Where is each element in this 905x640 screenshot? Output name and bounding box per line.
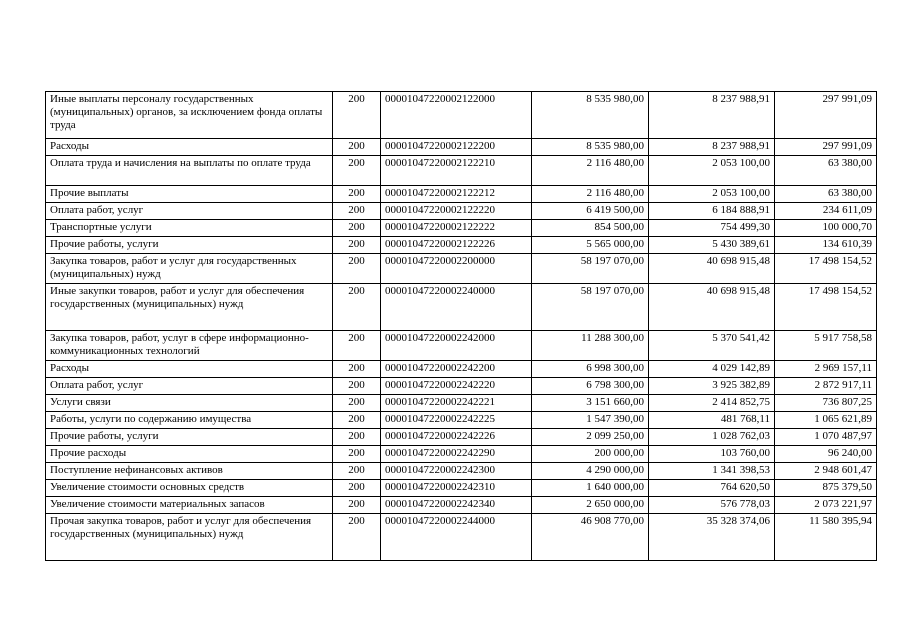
row-name: Прочие работы, услуги [46, 429, 333, 446]
row-kbk: 00001047220002242225 [381, 412, 532, 429]
row-code: 200 [333, 446, 381, 463]
row-kbk: 00001047220002122000 [381, 92, 532, 139]
row-executed: 40 698 915,48 [649, 254, 775, 284]
row-unexecuted: 2 872 917,11 [775, 378, 877, 395]
row-name: Транспортные услуги [46, 220, 333, 237]
table-row [46, 446, 877, 463]
row-kbk: 00001047220002242300 [381, 463, 532, 480]
row-approved: 6 798 300,00 [532, 378, 649, 395]
row-approved: 8 535 980,00 [532, 92, 649, 139]
row-name: Иные выплаты персоналу государственных (муниципальных) органов, за исключением фонда оплаты труда [46, 92, 333, 139]
row-kbk: 00001047220002242221 [381, 395, 532, 412]
row-approved: 2 650 000,00 [532, 497, 649, 514]
row-kbk: 00001047220002122200 [381, 139, 532, 156]
row-executed: 35 328 374,06 [649, 514, 775, 561]
row-kbk: 00001047220002242226 [381, 429, 532, 446]
row-name: Поступление нефинансовых активов [46, 463, 333, 480]
row-approved: 8 535 980,00 [532, 139, 649, 156]
row-approved: 6 419 500,00 [532, 203, 649, 220]
row-executed: 1 341 398,53 [649, 463, 775, 480]
row-approved: 2 116 480,00 [532, 186, 649, 203]
row-unexecuted: 11 580 395,94 [775, 514, 877, 561]
row-executed: 754 499,30 [649, 220, 775, 237]
row-name: Увеличение стоимости основных средств [46, 480, 333, 497]
row-executed: 5 430 389,61 [649, 237, 775, 254]
row-code: 200 [333, 361, 381, 378]
table-row [46, 284, 877, 331]
row-kbk: 00001047220002122212 [381, 186, 532, 203]
row-approved: 2 099 250,00 [532, 429, 649, 446]
table-row [46, 480, 877, 497]
row-kbk: 00001047220002122210 [381, 156, 532, 186]
row-executed: 764 620,50 [649, 480, 775, 497]
table-row [46, 361, 877, 378]
row-approved: 3 151 660,00 [532, 395, 649, 412]
row-name: Расходы [46, 139, 333, 156]
row-name: Прочие работы, услуги [46, 237, 333, 254]
table-row [46, 237, 877, 254]
row-name: Закупка товаров, работ, услуг в сфере информационно-коммуникационных технологий [46, 331, 333, 361]
row-kbk: 00001047220002200000 [381, 254, 532, 284]
row-code: 200 [333, 156, 381, 186]
table-row [46, 463, 877, 480]
row-executed: 40 698 915,48 [649, 284, 775, 331]
row-name: Прочие расходы [46, 446, 333, 463]
row-approved: 854 500,00 [532, 220, 649, 237]
row-executed: 8 237 988,91 [649, 139, 775, 156]
table-row [46, 514, 877, 561]
row-kbk: 00001047220002242000 [381, 331, 532, 361]
row-unexecuted: 736 807,25 [775, 395, 877, 412]
row-unexecuted: 297 991,09 [775, 92, 877, 139]
row-name: Закупка товаров, работ и услуг для государственных (муниципальных) нужд [46, 254, 333, 284]
table-row [46, 203, 877, 220]
table-row [46, 254, 877, 284]
row-code: 200 [333, 429, 381, 446]
row-approved: 1 547 390,00 [532, 412, 649, 429]
row-kbk: 00001047220002242310 [381, 480, 532, 497]
row-kbk: 00001047220002240000 [381, 284, 532, 331]
row-unexecuted: 234 611,09 [775, 203, 877, 220]
row-name: Работы, услуги по содержанию имущества [46, 412, 333, 429]
row-code: 200 [333, 378, 381, 395]
row-executed: 6 184 888,91 [649, 203, 775, 220]
row-unexecuted: 100 000,70 [775, 220, 877, 237]
row-executed: 2 053 100,00 [649, 156, 775, 186]
row-name: Оплата работ, услуг [46, 378, 333, 395]
row-executed: 2 414 852,75 [649, 395, 775, 412]
row-name: Прочие выплаты [46, 186, 333, 203]
row-name: Оплата работ, услуг [46, 203, 333, 220]
row-executed: 3 925 382,89 [649, 378, 775, 395]
row-unexecuted: 63 380,00 [775, 186, 877, 203]
table-row [46, 186, 877, 203]
row-code: 200 [333, 514, 381, 561]
row-name: Прочая закупка товаров, работ и услуг для обеспечения государственных (муниципальных) нужд [46, 514, 333, 561]
row-executed: 576 778,03 [649, 497, 775, 514]
row-code: 200 [333, 284, 381, 331]
row-unexecuted: 17 498 154,52 [775, 254, 877, 284]
table-row [46, 412, 877, 429]
row-unexecuted: 1 065 621,89 [775, 412, 877, 429]
row-code: 200 [333, 480, 381, 497]
row-name: Услуги связи [46, 395, 333, 412]
table-row [46, 139, 877, 156]
row-approved: 6 998 300,00 [532, 361, 649, 378]
row-unexecuted: 96 240,00 [775, 446, 877, 463]
table-row [46, 497, 877, 514]
row-executed: 103 760,00 [649, 446, 775, 463]
row-executed: 481 768,11 [649, 412, 775, 429]
table-row [46, 331, 877, 361]
row-kbk: 00001047220002242200 [381, 361, 532, 378]
row-code: 200 [333, 254, 381, 284]
row-code: 200 [333, 186, 381, 203]
row-approved: 11 288 300,00 [532, 331, 649, 361]
row-code: 200 [333, 203, 381, 220]
row-name: Расходы [46, 361, 333, 378]
row-unexecuted: 17 498 154,52 [775, 284, 877, 331]
row-code: 200 [333, 395, 381, 412]
row-unexecuted: 2 948 601,47 [775, 463, 877, 480]
row-approved: 200 000,00 [532, 446, 649, 463]
row-code: 200 [333, 237, 381, 254]
row-unexecuted: 2 073 221,97 [775, 497, 877, 514]
row-code: 200 [333, 139, 381, 156]
row-code: 200 [333, 92, 381, 139]
row-unexecuted: 63 380,00 [775, 156, 877, 186]
row-executed: 1 028 762,03 [649, 429, 775, 446]
row-executed: 5 370 541,42 [649, 331, 775, 361]
row-name: Иные закупки товаров, работ и услуг для обеспечения государственных (муниципальных) нужд [46, 284, 333, 331]
row-approved: 1 640 000,00 [532, 480, 649, 497]
table-body [46, 92, 877, 561]
row-approved: 5 565 000,00 [532, 237, 649, 254]
row-approved: 4 290 000,00 [532, 463, 649, 480]
row-kbk: 00001047220002122222 [381, 220, 532, 237]
row-kbk: 00001047220002244000 [381, 514, 532, 561]
row-kbk: 00001047220002122226 [381, 237, 532, 254]
row-unexecuted: 875 379,50 [775, 480, 877, 497]
row-approved: 46 908 770,00 [532, 514, 649, 561]
row-name: Оплата труда и начисления на выплаты по оплате труда [46, 156, 333, 186]
row-approved: 58 197 070,00 [532, 254, 649, 284]
row-approved: 2 116 480,00 [532, 156, 649, 186]
row-executed: 4 029 142,89 [649, 361, 775, 378]
row-kbk: 00001047220002242220 [381, 378, 532, 395]
row-kbk: 00001047220002242340 [381, 497, 532, 514]
row-code: 200 [333, 412, 381, 429]
row-unexecuted: 2 969 157,11 [775, 361, 877, 378]
row-executed: 8 237 988,91 [649, 92, 775, 139]
table-row [46, 378, 877, 395]
row-unexecuted: 1 070 487,97 [775, 429, 877, 446]
row-kbk: 00001047220002242290 [381, 446, 532, 463]
row-unexecuted: 134 610,39 [775, 237, 877, 254]
row-code: 200 [333, 497, 381, 514]
row-unexecuted: 5 917 758,58 [775, 331, 877, 361]
table-row [46, 395, 877, 412]
row-unexecuted: 297 991,09 [775, 139, 877, 156]
row-name: Увеличение стоимости материальных запасов [46, 497, 333, 514]
row-code: 200 [333, 220, 381, 237]
row-code: 200 [333, 331, 381, 361]
row-code: 200 [333, 463, 381, 480]
budget-execution-table [45, 91, 877, 561]
row-executed: 2 053 100,00 [649, 186, 775, 203]
row-approved: 58 197 070,00 [532, 284, 649, 331]
table-row [46, 92, 877, 139]
table-row [46, 429, 877, 446]
table-row [46, 156, 877, 186]
table-row [46, 220, 877, 237]
row-kbk: 00001047220002122220 [381, 203, 532, 220]
